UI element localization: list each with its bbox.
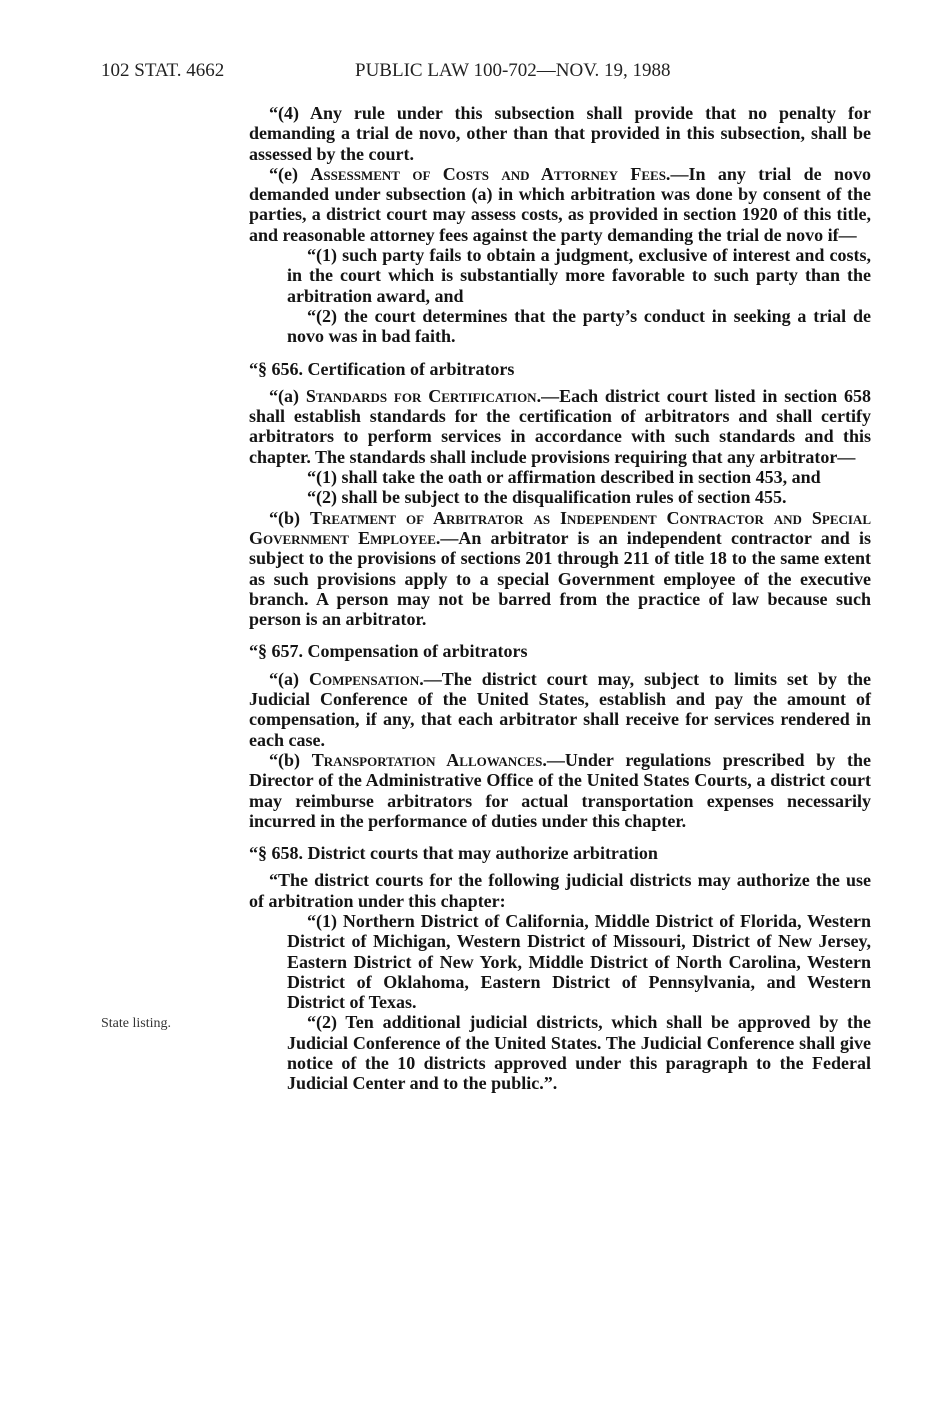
page-header: [101, 60, 881, 86]
subsection-e-item-2: “(2) the court determines that the party’s conduct in seeking a trial de novo was in bad faith.: [287, 305, 871, 347]
public-law-citation: PUBLIC LAW 100-702—NOV. 19, 1988: [355, 60, 671, 81]
paragraph-4: “(4) Any rule under this subsection shall provide that no penalty for demanding a trial de novo, other than that provided in this subsection, shall be assessed by the court.: [249, 103, 871, 164]
section-656-a-heading: Standards for Certification.: [305, 385, 542, 406]
section-656-heading: “§ 656. Certification of arbitrators: [249, 358, 515, 379]
section-656-a-item-2: “(2) shall be subject to the disqualification rules of section 455.: [307, 487, 787, 508]
section-656-b: [249, 508, 871, 630]
section-658-heading: “§ 658. District courts that may authorize arbitration: [249, 843, 658, 864]
section-656-b-lead: “(b): [269, 507, 310, 528]
subsection-e-heading: Assessment of Costs and Attorney Fees.: [310, 163, 671, 184]
section-657-b-text: —Under regulations prescribed by the Director of the Administrative Office of the United States Courts, a district court may reimburse arbitrators for actual transportation expenses necessarily incurred in the performance of duties under this chapter.: [249, 749, 872, 831]
subsection-e: [249, 164, 871, 245]
section-657-a-heading: Compensation.: [308, 668, 424, 689]
section-656-a-item-1: “(1) shall take the oath or affirmation described in section 453, and: [307, 467, 821, 488]
section-657-a: [249, 669, 871, 750]
subsection-e-text: —In any trial de novo demanded under subsection (a) in which arbitration was done by consent of the parties, a district court may assess costs, as provided in section 1920 of this title, and reasonable attorney fees against the party demanding the trial de novo if—: [249, 163, 871, 245]
section-657-a-lead: “(a): [269, 668, 309, 689]
section-657-a-text: —The district court may, subject to limits set by the Judicial Conference of the United States, establish and pay the amount of compensation, if any, that each arbitrator shall receive for services rendered in each case.: [249, 668, 871, 750]
section-657-b-lead: “(b): [269, 749, 312, 770]
document-body: [249, 103, 871, 1094]
section-656-a-lead: “(a): [269, 385, 306, 406]
section-658-item-1: “(1) Northern District of California, Middle District of Florida, Western District of Michigan, Western District of Missouri, District of New Jersey, Eastern District of New York, Middle District of North Carolina, Western District of Oklahoma, Eastern District of Pennsylvania, and Western District of Texas.: [287, 910, 871, 1013]
section-657-heading: “§ 657. Compensation of arbitrators: [249, 641, 528, 662]
section-658-intro: “The district courts for the following judicial districts may authorize the use of arbitration under this chapter:: [249, 870, 871, 911]
section-658-item-2: “(2) Ten additional judicial districts, which shall be approved by the Judicial Conference of the United States. The Judicial Conference shall give notice of the 10 districts approved under this paragraph to the Federal Judicial Center and to the public.”.: [287, 1012, 871, 1094]
section-656-b-heading: Treatment of Arbitrator as Independent Contractor and Special Government Employee.: [249, 507, 871, 548]
stat-citation: 102 STAT. 4662: [101, 60, 225, 81]
subsection-e-lead: “(e): [269, 163, 311, 184]
section-656-a: [249, 386, 871, 467]
subsection-e-item-1: “(1) such party fails to obtain a judgment, exclusive of interest and costs, in the court which is substantially more favorable to such party than the arbitration award, and: [287, 245, 871, 306]
section-657-b-heading: Transportation Allowances.: [311, 749, 547, 770]
section-656-b-text: —An arbitrator is an independent contractor and is subject to the provisions of sections 201 through 211 of title 18 to the same extent as such provisions apply to a special Government employee of the executive branch. A person may not be barred from the practice of law because such person is an arbitrator.: [249, 527, 871, 630]
margin-note: State listing.: [101, 1016, 171, 1031]
section-656-a-text: —Each district court listed in section 658 shall establish standards for the certification of arbitrators and shall certify arbitrators to perform services in accordance with such standards and this chapter. The standards shall include provisions requiring that any arbitrator—: [249, 385, 872, 467]
section-657-b: [249, 750, 871, 831]
